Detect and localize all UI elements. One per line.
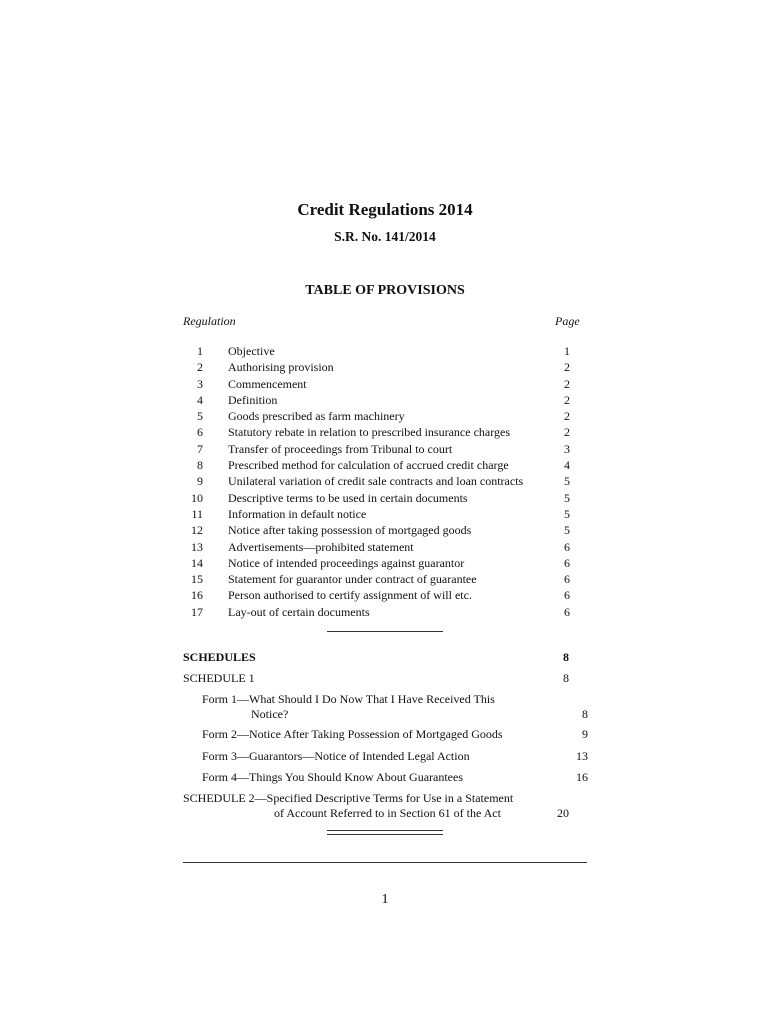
provision-page: 5 [564,523,570,538]
provision-row [183,408,583,424]
form-1-page: 8 [582,707,588,721]
provision-title: Advertisements—prohibited statement [228,539,414,554]
provision-page: 6 [564,555,570,570]
provision-number: 3 [197,376,203,391]
provision-number: 13 [191,539,203,554]
separator-line [327,631,443,632]
provisions-list [183,343,583,620]
schedules-heading [183,650,569,665]
column-header-regulation: Regulation [183,314,236,328]
form-3-label: Form 3—Guarantors—Notice of Intended Legal Action [202,749,470,763]
provision-row [183,587,583,603]
provision-number: 2 [197,360,203,375]
provision-title: Notice of intended proceedings against guarantor [228,555,465,570]
provision-number: 12 [191,523,203,538]
provision-title: Statement for guarantor under contract of guarantee [228,572,477,587]
footer-rule [183,862,587,863]
form-4-page: 16 [576,770,588,784]
provision-row [183,506,583,522]
column-header-page: Page [555,314,580,328]
provision-number: 8 [197,458,203,473]
provision-row [183,522,583,538]
provision-page: 2 [564,360,570,375]
form-1-entry [183,692,588,722]
form-1-line2: Notice? [251,707,289,721]
sr-number: S.R. No. 141/2014 [334,229,436,244]
provision-number: 4 [197,392,203,407]
provision-number: 5 [197,409,203,424]
provision-title: Lay-out of certain documents [228,604,370,619]
form-3-entry [183,749,588,764]
provision-page: 6 [564,604,570,619]
provision-page: 2 [564,392,570,407]
toc-heading: TABLE OF PROVISIONS [305,283,465,298]
provision-page: 2 [564,425,570,440]
schedule-1-page: 8 [563,671,569,685]
provision-row [183,604,583,620]
provision-number: 16 [191,588,203,603]
document-title: Credit Regulations 2014 [297,200,473,219]
provision-page: 5 [564,474,570,489]
provision-title: Objective [228,344,275,358]
provision-page: 2 [564,409,570,424]
provision-number: 17 [191,604,203,619]
provision-number: 14 [191,555,203,570]
provision-title: Information in default notice [228,506,367,521]
provision-row [183,490,583,506]
provision-title: Authorising provision [228,360,334,375]
provision-page: 4 [564,458,570,473]
provision-row [183,376,583,392]
form-4-label: Form 4—Things You Should Know About Guarantees [202,770,464,784]
provision-title: Notice after taking possession of mortgaged goods [228,523,472,538]
provision-number: 10 [191,490,203,505]
provision-number: 9 [197,474,203,489]
double-separator-line [327,830,443,835]
provision-page: 6 [564,588,570,603]
provision-title: Commencement [228,376,307,391]
schedule-2-line1: SCHEDULE 2—Specified Descriptive Terms for Use in a Statement [183,791,514,805]
provision-page: 2 [564,376,570,391]
schedule-1-label: SCHEDULE 1 [183,671,255,685]
provision-title: Unilateral variation of credit sale contracts and loan contracts [228,474,524,489]
schedule-2-line2: of Account Referred to in Section 61 of the Act [274,806,501,820]
form-3-page: 13 [576,749,588,763]
provision-page: 3 [564,441,570,456]
provision-row [183,457,583,473]
provision-row [183,473,583,489]
provision-page: 6 [564,539,570,554]
provision-title: Descriptive terms to be used in certain documents [228,490,468,505]
provision-number: 11 [191,506,203,521]
provision-title: Person authorised to certify assignment of will etc. [228,588,472,603]
provision-row [183,343,583,359]
provision-title: Goods prescribed as farm machinery [228,409,405,424]
provision-row [183,441,583,457]
provision-title: Definition [228,392,278,407]
provision-number: 7 [197,441,203,456]
schedule-2-entry [183,791,569,821]
provision-row [183,359,583,375]
provision-row [183,539,583,555]
provision-number: 6 [197,425,203,440]
form-1-line1: Form 1—What Should I Do Now That I Have Received This [202,692,495,706]
provision-number: 15 [191,572,203,587]
provision-title: Statutory rebate in relation to prescribed insurance charges [228,425,511,440]
provision-page: 5 [564,506,570,521]
schedules-heading-label: SCHEDULES [183,650,256,664]
schedule-2-page: 20 [557,806,569,820]
provision-number: 1 [197,344,203,358]
schedules-heading-page: 8 [563,650,569,664]
form-4-entry [183,770,588,785]
provision-page: 6 [564,572,570,587]
provision-title: Prescribed method for calculation of accrued credit charge [228,458,509,473]
form-2-label: Form 2—Notice After Taking Possession of Mortgaged Goods [202,727,503,741]
provision-row [183,392,583,408]
provision-page: 5 [564,490,570,505]
form-2-entry [183,727,588,742]
schedule-1-entry [183,671,569,686]
provision-page: 1 [564,344,570,358]
provision-row [183,571,583,587]
provision-title: Transfer of proceedings from Tribunal to court [228,441,453,456]
provision-row [183,555,583,571]
page-number: 1 [381,892,389,907]
form-2-page: 9 [582,727,588,741]
provision-row [183,424,583,440]
